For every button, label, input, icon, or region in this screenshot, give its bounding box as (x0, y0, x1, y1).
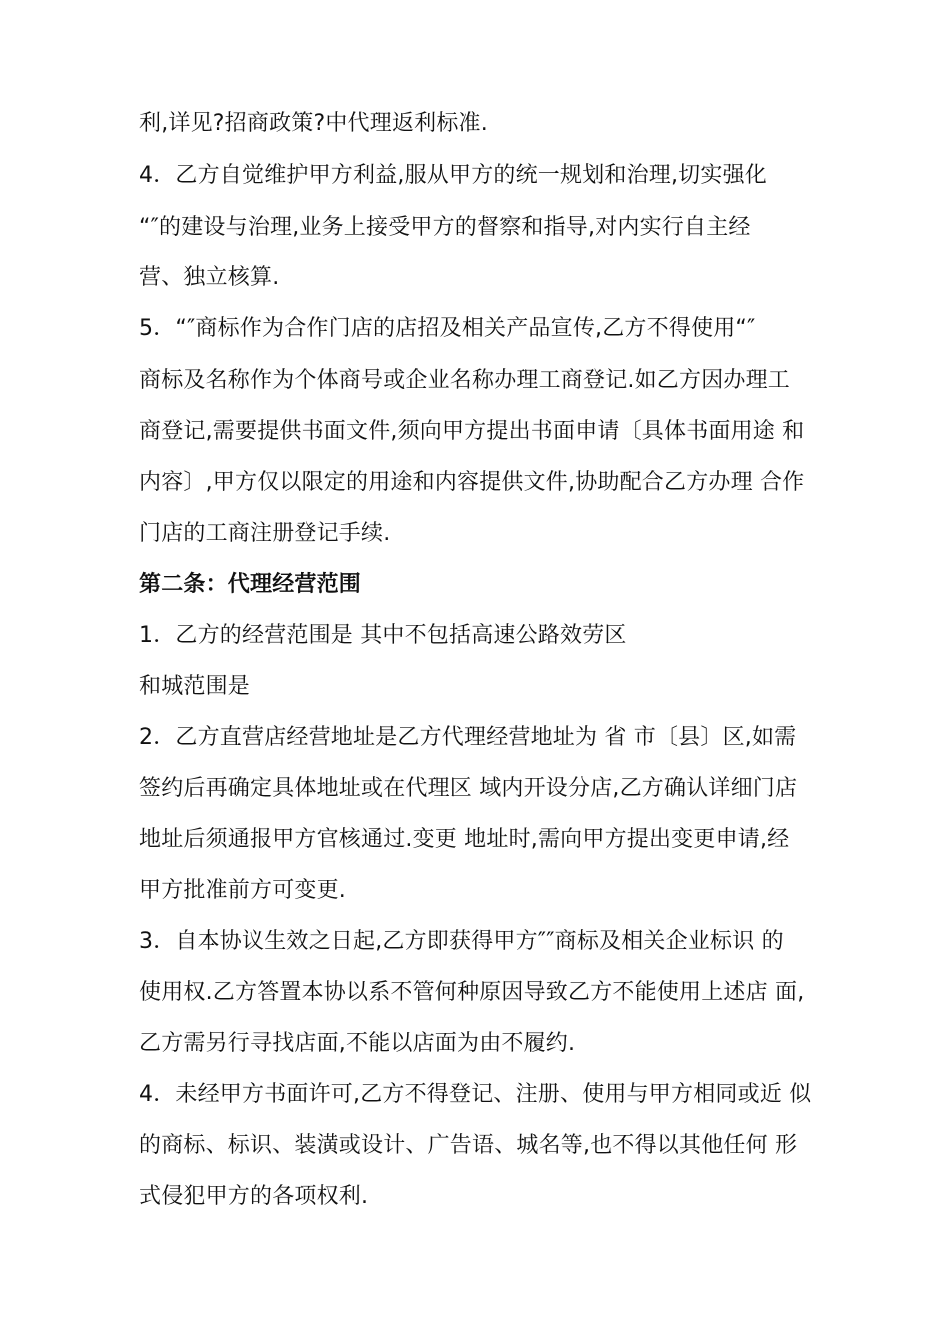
paragraph-line: 内容〕,甲方仅以限定的用途和内容提供文件,协助配合乙方办理 合作 (139, 470, 805, 495)
paragraph-line: “″的建设与治理,业务上接受甲方的督察和指导,对内实行自主经 (139, 215, 751, 240)
clause-4-line: 4．未经甲方书面许可,乙方不得登记、注册、使用与甲方相同或近 似 (139, 1082, 812, 1107)
clause-2-line: 2．乙方直营店经营地址是乙方代理经营地址为 省 市〔县〕区,如需 (139, 725, 797, 750)
paragraph-line: 式侵犯甲方的各项权利. (139, 1184, 369, 1209)
clause-3-line: 3．自本协议生效之日起,乙方即获得甲方″″商标及相关企业标识 的 (139, 929, 784, 954)
paragraph-line: 利,详见?招商政策?中代理返利标准. (139, 111, 488, 136)
section-heading: 第二条：代理经营范围 (139, 572, 362, 597)
paragraph-line: 乙方需另行寻找店面,不能以店面为由不履约. (139, 1031, 576, 1056)
paragraph-line: 和城范围是 (139, 674, 251, 699)
paragraph-line: 使用权.乙方答置本协以系不管何种原因导致乙方不能使用上述店 面, (139, 980, 805, 1005)
clause-4-line: 4．乙方自觉维护甲方利益,服从甲方的统一规划和治理,切实强化 (139, 163, 767, 188)
clause-5-line: 5．“″商标作为合作门店的店招及相关产品宣传,乙方不得使用“″ (139, 316, 756, 341)
paragraph-line: 营、独立核算. (139, 265, 280, 290)
paragraph-line: 门店的工商注册登记手续. (139, 521, 391, 546)
paragraph-line: 商登记,需要提供书面文件,须向甲方提出书面申请〔具体书面用途 和 (139, 419, 805, 444)
paragraph-line: 地址后须通报甲方官核通过.变更 地址时,需向甲方提出变更申请,经 (139, 827, 790, 852)
paragraph-line: 商标及名称作为个体商号或企业名称办理工商登记.如乙方因办理工 (139, 368, 790, 393)
paragraph-line: 的商标、标识、装潢或设计、广告语、城名等,也不得以其他任何 形 (139, 1133, 798, 1158)
paragraph-line: 甲方批准前方可变更. (139, 878, 346, 903)
paragraph-line: 签约后再确定具体地址或在代理区 域内开设分店,乙方确认详细门店 (139, 776, 798, 801)
clause-1-line: 1．乙方的经营范围是 其中不包括高速公路效劳区 (139, 623, 627, 648)
